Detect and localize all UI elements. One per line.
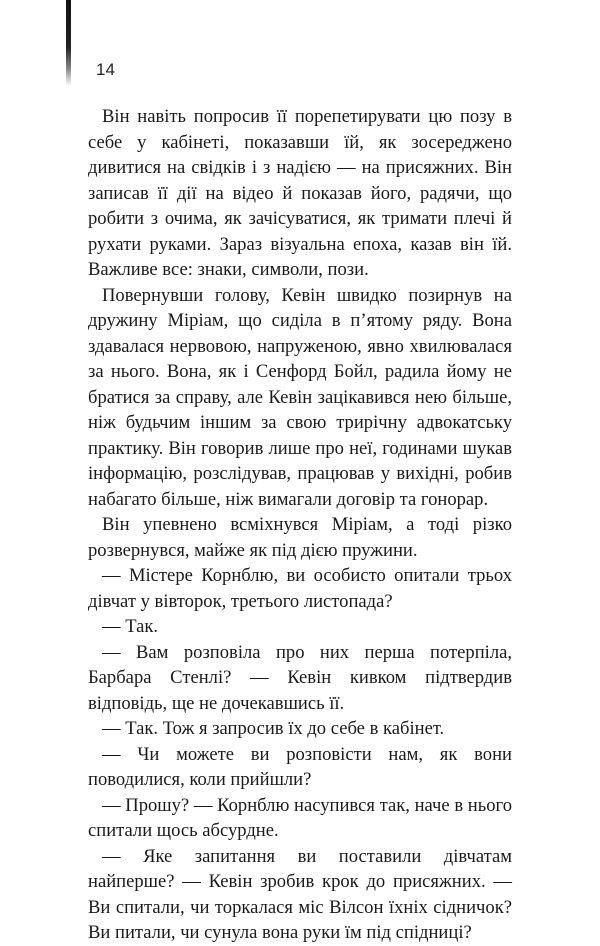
paragraph: Він навіть попросив її порепетирувати цю позу в себе у кабінеті, показавши їй, як зосереджено дивитися на свідків і з надією — на присяжних. Він записав її дії на відео й показав його, радячи, що робити з очима, як зачісуватися, як тримати плечі й рухати руками. Зараз візуальна епоха, казав він їй. Важливе все: знаки, символи, пози. [88, 106, 512, 280]
dialogue-line: — Чи можете ви розповісти нам, як вони поводилися, коли прийшли? [88, 743, 512, 790]
paragraph: Він упевнено всміхнувся Міріам, а тоді різко розвернувся, майже як під дією пружини. [88, 514, 512, 561]
dialogue-line: — Так. Тож я запросив їх до себе в кабінет. [102, 718, 445, 739]
paragraph: Повернувши голову, Кевін швидко позирнув на дружину Міріам, що сиділа в п’ятому ряду. Вона здавалася нервовою, напруженою, явно хвилювалася за нього. Вона, як і Сенфорд Бойл, радила йому не братися за справу, але Кевін зацікавився нею більше, ніж будьчим іншим за свою трирічну адвокатську практику. Він говорив лише про неї, годинами шукав інформацію, розслідував, працював у вихідні, робив набагато більше, ніж вимагали договір та гонорар. [88, 284, 512, 510]
body-text [88, 104, 512, 946]
dialogue-line: — Вам розповіла про них перша потерпіла, Барбара Стенлі? — Кевін кивком підтвердив відповідь, ще не дочекавшись її. [88, 641, 512, 714]
dialogue-line: — Яке запитання ви поставили дівчатам найперше? — Кевін зробив крок до присяжних. — Ви спитали, чи торкалася міс Вілсон їхніх сідничок? Ви питали, чи сунула вона руки їм під спідниці? [88, 845, 512, 943]
dialogue-line: — Прошу? — Корнблю насупився так, наче в нього спитали щось абсурдне. [88, 794, 512, 841]
dialogue-line: — Так. [102, 616, 159, 637]
dialogue-line: — Містере Корнблю, ви особисто опитали трьох дівчат у вівторок, третього листопада? [88, 565, 512, 612]
page-edge-mark [66, 0, 71, 86]
page-number: 14 [96, 60, 115, 79]
